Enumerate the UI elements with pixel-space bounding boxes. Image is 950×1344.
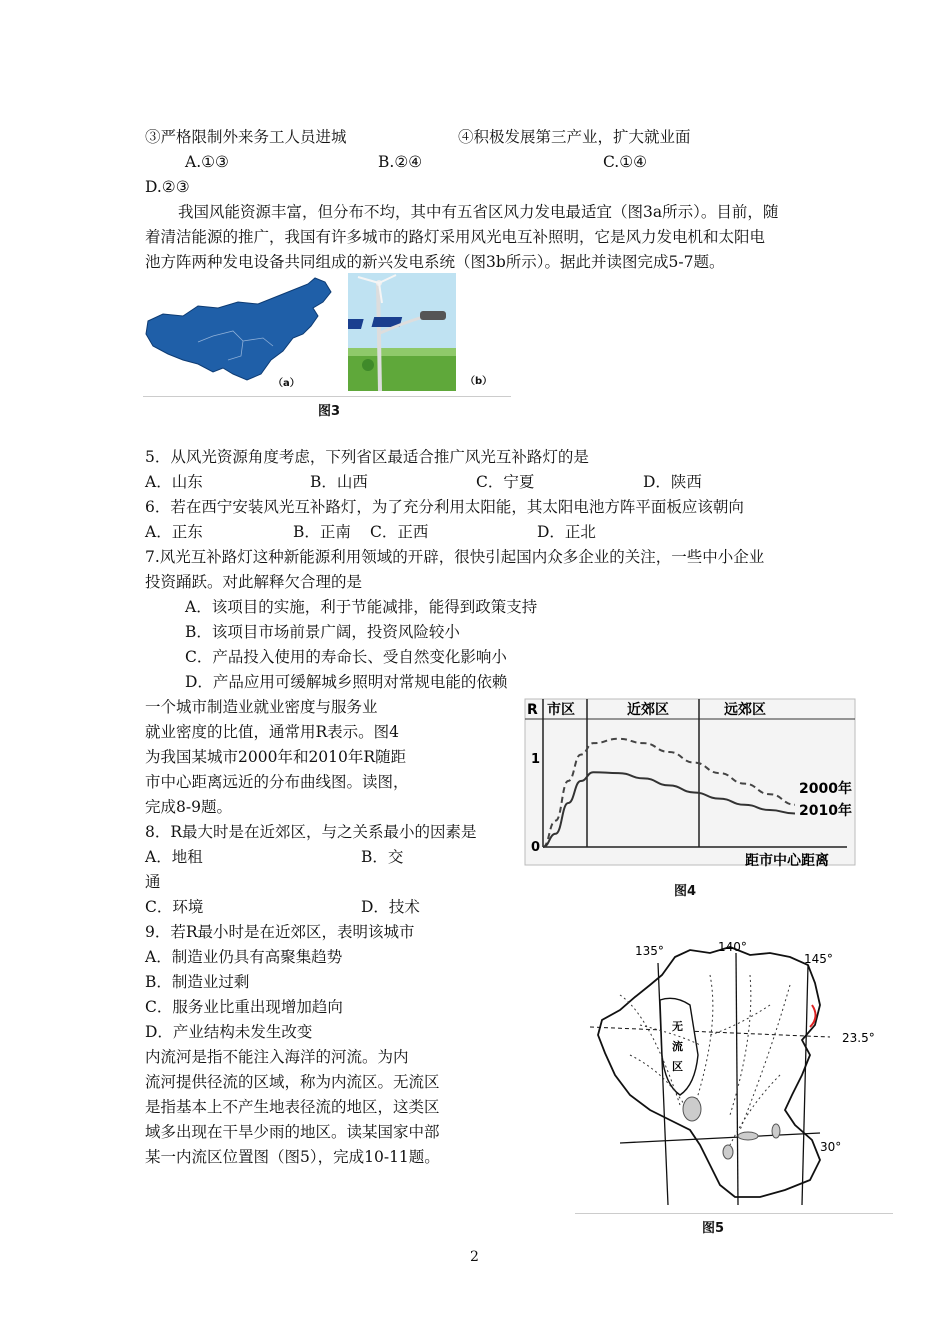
parallel-23-5 (590, 1027, 830, 1037)
zone-label-exurb: 远郊区 (724, 702, 766, 718)
q7-stem-line1: 7.风光互补路灯这种新能源利用领域的开辟，很快引起国内众多企业的关注，一些中小企业 (145, 548, 765, 566)
intro89-line5: 完成8-9题。 (145, 798, 232, 816)
series-2000-label: 2000年 (799, 781, 852, 797)
figure-5-rule (575, 1213, 893, 1214)
figure-3-rule (143, 396, 511, 397)
q4-option-3: ③严格限制外来务工人员进城 (145, 128, 347, 146)
q8-choice-b-wrap: 通 (145, 873, 161, 891)
intro89-line2: 就业密度的比值，通常用R表示。图4 (145, 723, 400, 741)
no-flow-char-2: 流 (672, 1040, 683, 1053)
intro57-line3: 池方阵两种发电设备共同组成的新兴发电系统（图3b所示）。据此并读图完成5-7题。 (145, 253, 725, 271)
figure-5-map (580, 935, 890, 1215)
figure-3b-label: （b） (465, 376, 493, 387)
q5-choice-c: C．宁夏 (476, 473, 535, 491)
intro1011-line2: 流河提供径流的区域，称为内流区。无流区 (145, 1073, 440, 1091)
y-axis-label: R (527, 702, 538, 718)
meridian-145 (802, 965, 808, 1205)
q8-stem: 8．R最大时是在近郊区，与之关系最小的因素是 (145, 823, 477, 841)
y-tick-0: 0 (531, 840, 541, 855)
lake-1 (683, 1097, 701, 1121)
q5-choice-b: B．山西 (310, 473, 368, 491)
q9-choice-c: C．服务业比重出现增加趋向 (145, 998, 343, 1016)
q6-choice-a: A．正东 (145, 523, 203, 541)
q5-choice-a: A．山东 (145, 473, 203, 491)
lake-4 (723, 1145, 733, 1159)
figure-3-caption: 图3 (318, 404, 341, 419)
q9-choice-a: A．制造业仍具有高聚集趋势 (145, 948, 343, 966)
q4-choice-b: B.②④ (378, 153, 423, 171)
q4-option-4: ④积极发展第三产业，扩大就业面 (458, 128, 691, 146)
q4-choice-d: D.②③ (145, 178, 190, 196)
figure-4-caption: 图4 (674, 884, 697, 899)
series-2010-label: 2010年 (799, 803, 852, 819)
q6-stem: 6．若在西宁安装风光互补路灯，为了充分利用太阳能，其太阳电池方阵平面板应该朝向 (145, 498, 744, 516)
q8-choice-c: C．环境 (145, 898, 204, 916)
q7-choice-b: B．该项目市场前景广阔，投资风险较小 (185, 623, 460, 641)
lat-label-30: 30° (820, 1140, 842, 1154)
q8-choice-b: B．交 (361, 848, 404, 866)
intro1011-line1: 内流河是指不能注入海洋的河流。为内 (145, 1048, 409, 1066)
intro57-line2: 着清洁能源的推广，我国有许多城市的路灯采用风光电互补照明，它是风力发电机和太阳电 (145, 228, 766, 246)
lake-2 (738, 1132, 758, 1140)
q7-choice-d: D．产品应用可缓解城乡照明对常规电能的依赖 (185, 673, 508, 691)
q9-choice-b: B．制造业过剩 (145, 973, 250, 991)
basin-outline (598, 947, 820, 1197)
q9-stem: 9．若R最小时是在近郊区，表明该城市 (145, 923, 415, 941)
figure-3b-streetlight-image (348, 273, 456, 391)
x-axis-label: 距市中心距离 (745, 853, 829, 869)
parallel-30 (620, 1133, 820, 1143)
lake-3 (772, 1124, 780, 1138)
q7-choice-c: C．产品投入使用的寿命长、受自然变化影响小 (185, 648, 507, 666)
zone-label-urban: 市区 (547, 702, 575, 718)
page-number: 2 (470, 1249, 479, 1265)
q4-choice-a: A.①③ (185, 153, 229, 171)
y-tick-1: 1 (531, 752, 541, 767)
q8-choice-d: D．技术 (361, 898, 420, 916)
figure-3a-label: （a） (273, 378, 300, 389)
intro89-line1: 一个城市制造业就业密度与服务业 (145, 698, 378, 716)
no-flow-char-3: 区 (672, 1060, 683, 1073)
q8-choice-a: A．地租 (145, 848, 203, 866)
lon-label-140: 140° (718, 940, 747, 954)
lon-label-135: 135° (635, 944, 664, 958)
q6-choice-c: C．正西 (370, 523, 429, 541)
figure-5-caption: 图5 (702, 1221, 725, 1236)
intro1011-line4: 域多出现在干旱少雨的地区。读某国家中部 (145, 1123, 440, 1141)
china-north-region-shape (146, 278, 331, 380)
zone-label-suburb: 近郊区 (627, 702, 669, 718)
q9-choice-d: D．产业结构未发生改变 (145, 1023, 313, 1041)
lon-label-145: 145° (804, 952, 833, 966)
intro1011-line3: 是指基本上不产生地表径流的地区，这类区 (145, 1098, 440, 1116)
meridian-140 (736, 953, 738, 1205)
q4-choice-c: C.①④ (603, 153, 648, 171)
figure-3 (143, 276, 493, 396)
intro89-line3: 为我国某城市2000年和2010年R随距 (145, 748, 407, 766)
q5-choice-d: D．陕西 (643, 473, 702, 491)
q5-stem: 5．从风光资源角度考虑，下列省区最适合推广风光互补路灯的是 (145, 448, 589, 466)
no-flow-char-1: 无 (672, 1020, 683, 1033)
q6-choice-b: B．正南 (293, 523, 351, 541)
intro1011-line5: 某一内流区位置图（图5），完成10-11题。 (145, 1148, 440, 1166)
intro57-line1: 我国风能资源丰富，但分布不均，其中有五省区风力发电最适宜（图3a所示）。目前，随 (178, 203, 779, 221)
q7-choice-a: A．该项目的实施，利于节能减排，能得到政策支持 (185, 598, 538, 616)
rivers (620, 975, 790, 1145)
intro89-line4: 市中心距离远近的分布曲线图。读图， (145, 773, 409, 791)
lat-label-23-5: 23.5° (842, 1031, 875, 1045)
q6-choice-d: D．正北 (537, 523, 596, 541)
figure-4-chart (517, 695, 865, 875)
q7-stem-line2: 投资踊跃。对此解释欠合理的是 (145, 573, 363, 591)
